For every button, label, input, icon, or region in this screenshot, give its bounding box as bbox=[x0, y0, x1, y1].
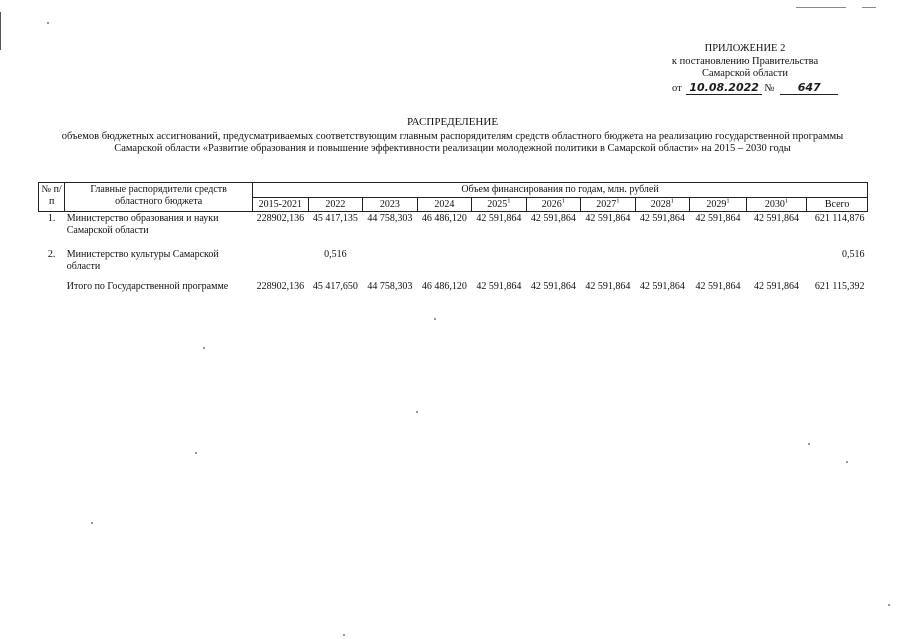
appendix-title: ПРИЛОЖЕНИЕ 2 bbox=[704, 43, 786, 54]
header-period-label: 2022 bbox=[325, 198, 346, 210]
row-value bbox=[417, 248, 472, 280]
document-subtitle-line-1: объемов бюджетных ассигнований, предусматриваемых соответствующим главным распорядителям средств областного бюджета на реализацию государственной программы bbox=[61, 130, 844, 142]
row-value: 0,516 bbox=[324, 249, 347, 260]
budget-table bbox=[38, 182, 868, 294]
header-period bbox=[308, 197, 363, 212]
row-value: 45 417,135 bbox=[312, 213, 358, 224]
row-value bbox=[363, 248, 418, 280]
row-value: 42 591,864 bbox=[530, 213, 576, 224]
row-number: 1. bbox=[47, 213, 56, 224]
header-period bbox=[363, 197, 418, 212]
row-value bbox=[253, 248, 309, 280]
header-period bbox=[690, 197, 747, 212]
header-period bbox=[417, 197, 472, 212]
scan-speck bbox=[91, 522, 93, 524]
table-row bbox=[39, 280, 868, 294]
table-body bbox=[39, 212, 868, 294]
header-period bbox=[526, 197, 581, 212]
scan-edge-mark bbox=[0, 12, 1, 50]
header-period bbox=[472, 197, 527, 212]
row-value bbox=[526, 248, 581, 280]
table-row bbox=[39, 248, 868, 280]
footnote-mark: 1 bbox=[616, 197, 620, 205]
scan-speck bbox=[434, 318, 436, 320]
document-title: РАСПРЕДЕЛЕНИЕ bbox=[406, 116, 499, 128]
number-prefix: № bbox=[764, 82, 775, 94]
header-period bbox=[253, 197, 309, 212]
header-no: № п/п bbox=[39, 183, 65, 212]
row-value: 42 591,864 bbox=[695, 213, 741, 224]
header-period bbox=[635, 197, 690, 212]
scan-speck bbox=[47, 22, 49, 24]
row-number bbox=[39, 280, 65, 294]
appendix-resolution-line: к постановлению Правительства bbox=[671, 55, 819, 67]
row-total: 621 114,876 bbox=[814, 213, 865, 224]
footnote-mark: 1 bbox=[561, 197, 566, 205]
row-value: 42 591,864 bbox=[585, 213, 631, 224]
row-total: 0,516 bbox=[842, 249, 865, 260]
row-value: 42 591,864 bbox=[639, 281, 685, 292]
row-value bbox=[472, 248, 527, 280]
appendix-block bbox=[640, 43, 850, 95]
row-value: 42 591,864 bbox=[476, 281, 522, 292]
header-funding: Объем финансирования по годам, млн. рублей bbox=[253, 183, 868, 198]
header-period-label: 2029 bbox=[706, 198, 727, 210]
appendix-date-line bbox=[640, 82, 850, 96]
footnote-mark: 1 bbox=[726, 197, 730, 205]
table-header-row bbox=[39, 183, 868, 198]
table-row bbox=[39, 212, 868, 249]
header-period-label: 2028 bbox=[650, 198, 671, 210]
row-value: 44 758,303 bbox=[367, 213, 413, 224]
row-value: 46 486,120 bbox=[421, 281, 467, 292]
row-value: 46 486,120 bbox=[421, 213, 467, 224]
row-value: 42 591,864 bbox=[754, 281, 799, 292]
scan-speck bbox=[343, 634, 345, 636]
scan-speck bbox=[808, 443, 810, 445]
row-value: 42 591,864 bbox=[476, 213, 522, 224]
row-value bbox=[690, 248, 747, 280]
row-number: 2. bbox=[47, 249, 56, 260]
document-heading bbox=[0, 116, 905, 156]
row-value: 42 591,864 bbox=[754, 213, 799, 224]
document-subtitle-line-2: Самарской области «Развитие образования и повышение эффективности реализации молодежной политики в Самарской области» на 2015 – 2030 годы bbox=[114, 143, 791, 154]
header-total: Всего bbox=[807, 197, 868, 212]
scan-top-rule-short bbox=[862, 7, 876, 8]
footnote-mark: 1 bbox=[784, 197, 789, 205]
row-value bbox=[746, 248, 807, 280]
resolution-number: 647 bbox=[780, 82, 838, 96]
header-organization: Главные распорядители средств областного бюджета bbox=[65, 183, 253, 212]
scan-speck bbox=[888, 604, 890, 606]
header-period-label: 2027 bbox=[596, 198, 617, 210]
header-period-label: 2023 bbox=[379, 198, 400, 210]
row-organization: Министерство образования и науки Самарской области bbox=[66, 213, 219, 236]
footnote-mark: 1 bbox=[670, 197, 675, 205]
scan-speck bbox=[416, 411, 418, 413]
row-value: 42 591,864 bbox=[585, 281, 631, 292]
row-value bbox=[635, 248, 690, 280]
row-value: 45 417,650 bbox=[312, 281, 358, 292]
row-total: 621 115,392 bbox=[814, 281, 865, 292]
header-period bbox=[746, 197, 807, 212]
scan-speck bbox=[846, 461, 848, 463]
row-organization: Итого по Государственной программе bbox=[66, 281, 229, 292]
header-period-label: 2030 bbox=[764, 198, 785, 210]
footnote-mark: 1 bbox=[507, 197, 511, 205]
scan-speck bbox=[195, 452, 197, 454]
row-value: 42 591,864 bbox=[639, 213, 685, 224]
header-period-label: 2025 bbox=[487, 198, 508, 210]
resolution-date: 10.08.2022 bbox=[686, 82, 762, 96]
header-period-label: 2015-2021 bbox=[258, 198, 302, 210]
row-value: 228902,136 bbox=[256, 281, 305, 292]
row-value: 42 591,864 bbox=[530, 281, 576, 292]
header-period bbox=[581, 197, 636, 212]
scan-speck bbox=[203, 347, 205, 349]
header-period-label: 2026 bbox=[541, 198, 562, 210]
scan-top-rule bbox=[796, 7, 846, 8]
row-value: 44 758,303 bbox=[367, 281, 413, 292]
appendix-region-line: Самарской области bbox=[702, 68, 788, 79]
row-value: 228902,136 bbox=[256, 213, 305, 224]
header-period-label: 2024 bbox=[434, 198, 455, 210]
date-prefix: от bbox=[672, 82, 682, 94]
row-value: 42 591,864 bbox=[695, 281, 741, 292]
row-value bbox=[581, 248, 636, 280]
row-organization: Министерство культуры Самарской области bbox=[66, 249, 219, 272]
